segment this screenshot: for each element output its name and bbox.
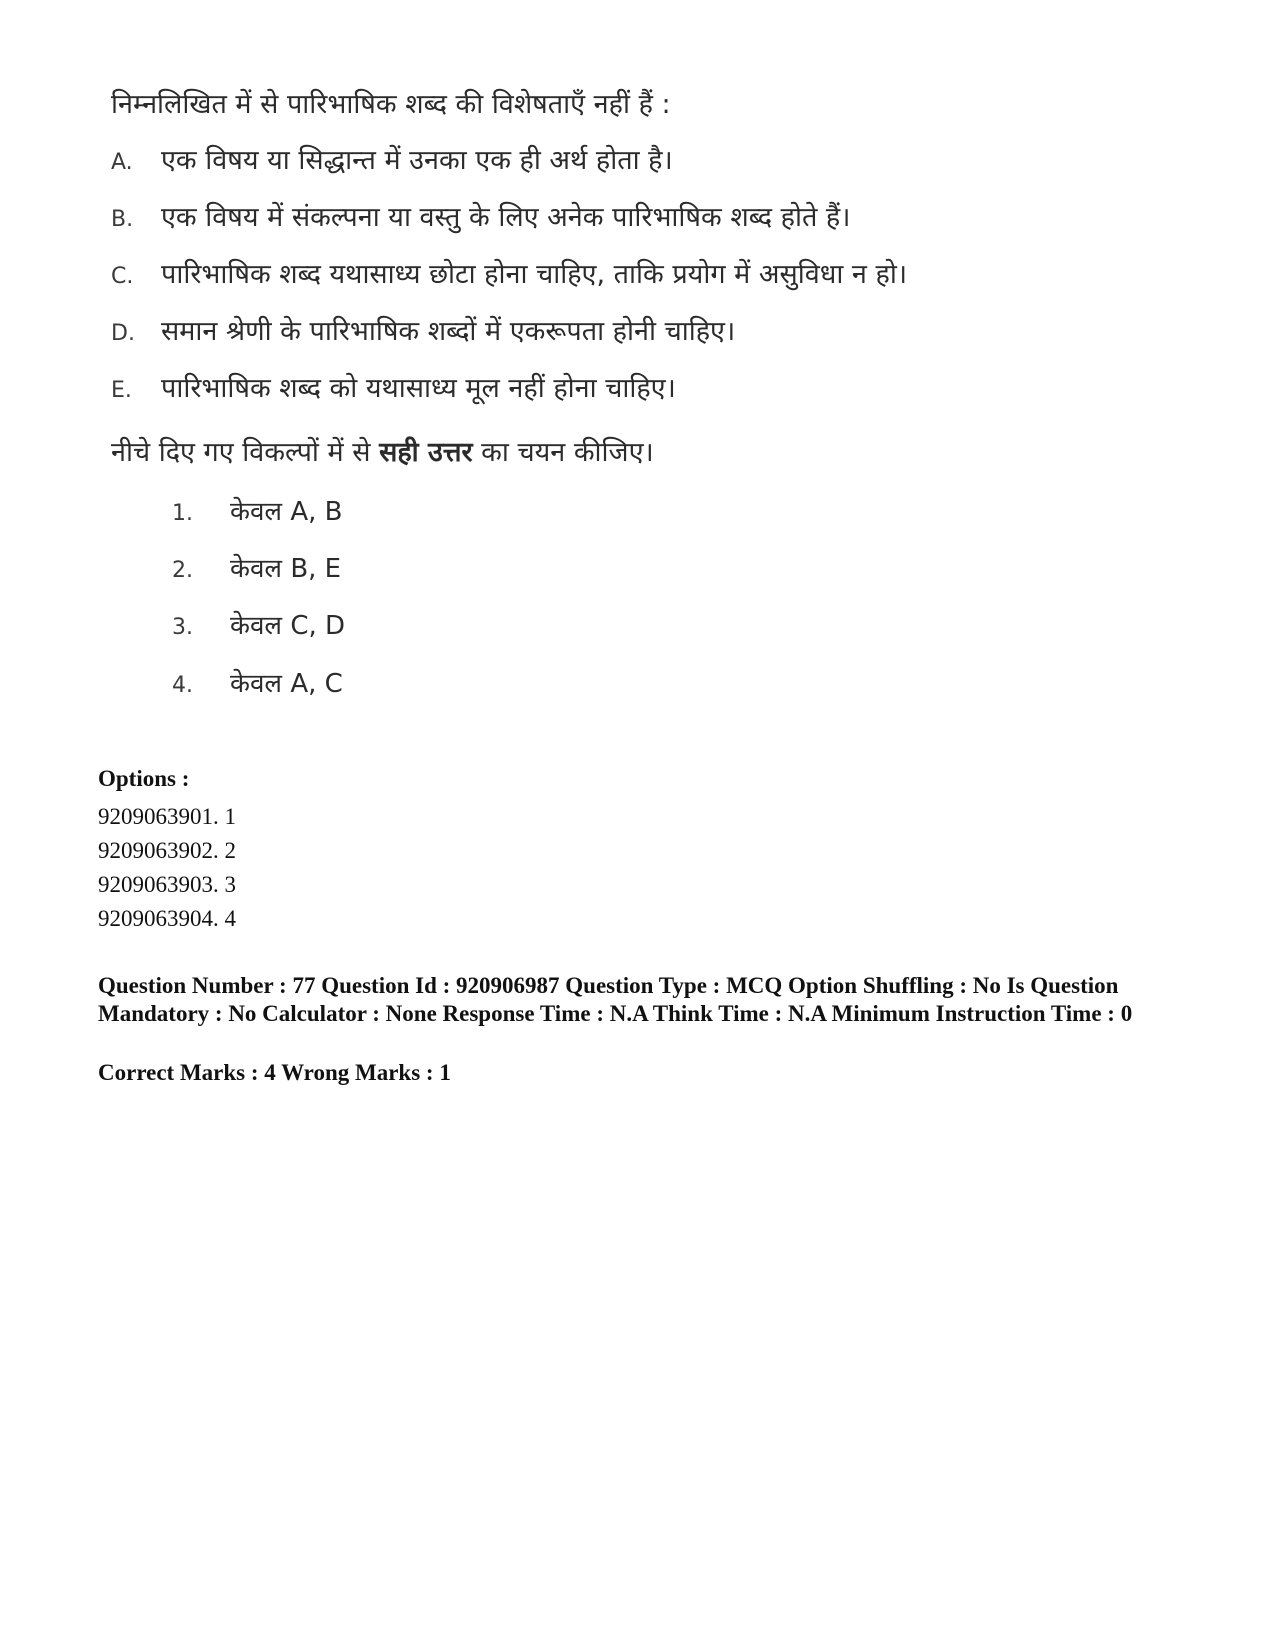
- statement-e: [111, 368, 676, 405]
- statement-d: [111, 311, 735, 348]
- statement-letter: E.: [111, 378, 132, 403]
- options-heading: Options :: [98, 766, 190, 791]
- statement-text: पारिभाषिक शब्द यथासाध्य छोटा होना चाहिए, ताकि प्रयोग में असुविधा न हो।: [161, 259, 908, 290]
- marks-info: Correct Marks : 4 Wrong Marks : 1: [98, 1060, 451, 1085]
- choice-3: [172, 606, 345, 642]
- question-instruction: [111, 432, 654, 469]
- instruction-emphasis: सही उत्तर: [379, 437, 473, 468]
- choice-number: 3.: [172, 615, 193, 640]
- option-item: 9209063901. 1: [98, 804, 236, 829]
- choice-number: 1.: [172, 501, 193, 526]
- statement-text: समान श्रेणी के पारिभाषिक शब्दों में एकरूपता होनी चाहिए।: [161, 316, 736, 347]
- choice-text: केवल A, C: [230, 669, 343, 699]
- statement-text: एक विषय या सिद्धान्त में उनका एक ही अर्थ होता है।: [161, 145, 673, 176]
- statement-letter: D.: [111, 321, 135, 346]
- option-item: 9209063904. 4: [98, 906, 236, 931]
- statement-letter: A.: [111, 150, 133, 175]
- statement-text: एक विषय में संकल्पना या वस्तु के लिए अनेक पारिभाषिक शब्द होते हैं।: [161, 202, 851, 233]
- statement-c: [111, 254, 907, 291]
- option-item: 9209063902. 2: [98, 838, 236, 863]
- statement-a: [111, 140, 673, 177]
- choice-1: [172, 492, 342, 528]
- options-list: [98, 800, 236, 936]
- statement-b: [111, 197, 850, 234]
- choice-text: केवल A, B: [230, 497, 343, 527]
- choice-text: केवल C, D: [230, 611, 346, 641]
- statement-letter: B.: [111, 207, 134, 232]
- choice-number: 2.: [172, 558, 193, 583]
- choice-text: केवल B, E: [230, 554, 342, 584]
- statement-letter: C.: [111, 264, 134, 289]
- choice-2: [172, 549, 341, 585]
- statement-text: पारिभाषिक शब्द को यथासाध्य मूल नहीं होना चाहिए।: [161, 373, 676, 404]
- choice-4: [172, 664, 343, 700]
- question-stem: निम्नलिखित में से पारिभाषिक शब्द की विशेषताएँ नहीं हैं :: [111, 89, 671, 120]
- instruction-text: का चयन कीजिए।: [472, 437, 654, 468]
- question-info: Question Number : 77 Question Id : 920906987 Question Type : MCQ Option Shuffling : No Is Question Mandatory : No Calculator : None Response Time : N.A Think Time : N.A Minimum Instruction Time : 0: [98, 973, 1133, 1026]
- choice-number: 4.: [172, 673, 193, 698]
- option-item: 9209063903. 3: [98, 872, 236, 897]
- instruction-text: नीचे दिए गए विकल्पों में से: [111, 437, 380, 468]
